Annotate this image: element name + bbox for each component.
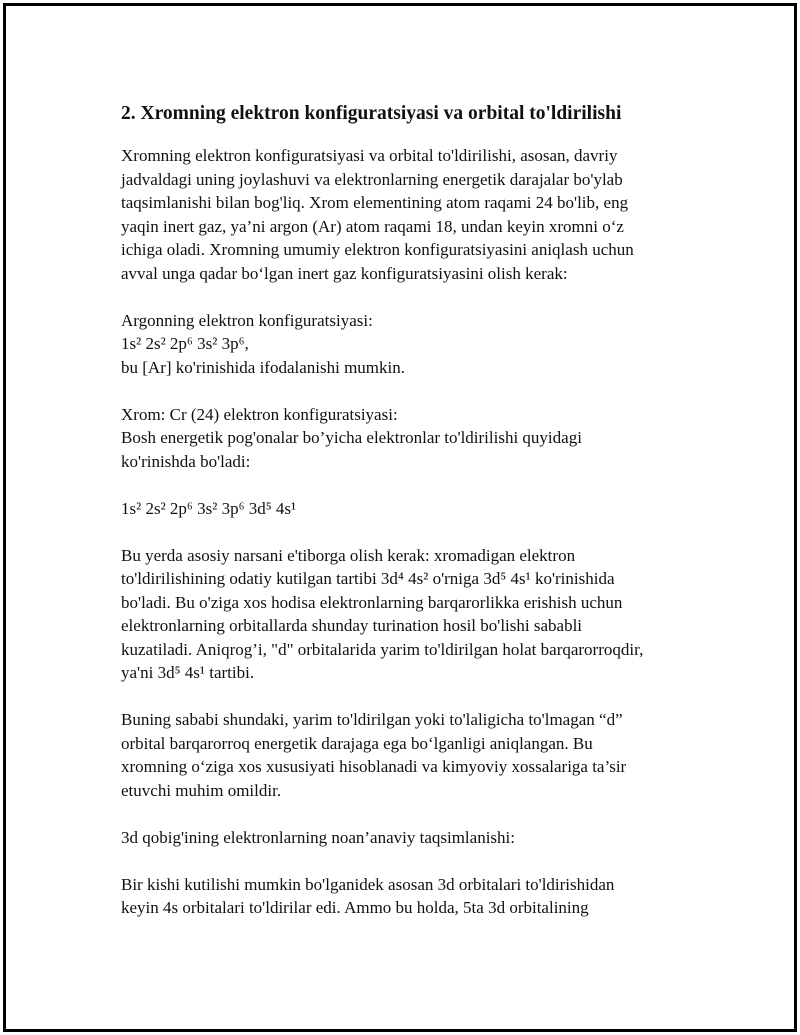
paragraph-line: ya'ni 3d⁵ 4s¹ tartibi. (121, 663, 255, 682)
page-frame (3, 3, 797, 1032)
chromium-formula: 1s² 2s² 2p⁶ 3s² 3p⁶ 3d⁵ 4s¹ (121, 498, 297, 518)
paragraph-spacer (121, 849, 706, 873)
paragraph-spacer (121, 473, 706, 497)
paragraph-spacer (121, 520, 706, 544)
exception-paragraph (121, 544, 706, 685)
paragraph-spacer (121, 802, 706, 826)
paragraph-line: taqsimlanishi bilan bog'liq. Xrom elementining atom raqami 24 bo'lib, eng (121, 193, 629, 212)
paragraph-line: Bir kishi kutilishi mumkin bo'lganidek asosan 3d orbitalari to'ldirishidan (121, 874, 615, 894)
paragraph-line: bu [Ar] ko'rinishida ifodalanishi mumkin. (121, 357, 405, 377)
paragraph-spacer (121, 379, 706, 403)
paragraph-line: bo'ladi. Bu o'ziga xos hodisa elektronlarning barqarorlikka erishish uchun (121, 592, 623, 612)
paragraph-line: ko'rinishda bo'ladi: (121, 451, 251, 471)
paragraph-line: avval unga qadar bo‘lgan inert gaz konfiguratsiyasini olish kerak: (121, 263, 568, 283)
paragraph-line: jadvaldagi uning joylashuvi va elektronlarning energetik darajalar bo'ylab (121, 169, 623, 189)
reason-paragraph (121, 708, 706, 802)
document-body (121, 102, 706, 920)
paragraph-line: yaqin inert gaz, ya’ni argon (Ar) atom raqami 18, undan keyin xromni o‘z (121, 216, 624, 236)
argon-configuration-paragraph (121, 309, 706, 380)
paragraph-line: elektronlarning orbitallarda shunday turination hosil bo'lishi sababli (121, 616, 583, 635)
paragraph-line: Xrom: Cr (24) elektron konfiguratsiyasi: (121, 404, 398, 424)
intro-paragraph (121, 144, 706, 285)
paragraph-line: etuvchi muhim omildir. (121, 780, 282, 800)
document-title: 2. Xromning elektron konfiguratsiyasi va orbital to'ldirilishi (121, 103, 622, 124)
paragraph-line: orbital barqarorroq energetik darajaga ega bo‘lganligi aniqlangan. Bu (121, 733, 593, 753)
chromium-configuration-paragraph (121, 403, 706, 474)
paragraph-line: Buning sababi shundaki, yarim to'ldirilgan yoki to'laligicha to'lmagan “d” (121, 710, 623, 729)
section-subheading: 3d qobig'ining elektronlarning noan’anaviy taqsimlanishi: (121, 827, 515, 847)
paragraph-line: Xromning elektron konfiguratsiyasi va orbital to'ldirilishi, asosan, davriy (121, 146, 618, 165)
paragraph-line: kuzatiladi. Aniqrog’i, "d" orbitalarida yarim to'ldirilgan holat barqarorroqdir, (121, 639, 644, 659)
paragraph-line: Argonning elektron konfiguratsiyasi: (121, 310, 373, 330)
paragraph-spacer (121, 285, 706, 309)
paragraph-spacer (121, 685, 706, 709)
final-paragraph (121, 873, 706, 920)
paragraph-line: Bosh energetik pog'onalar bo’yicha elektronlar to'ldirilishi quyidagi (121, 428, 582, 447)
paragraph-line: to'ldirilishining odatiy kutilgan tartibi 3d⁴ 4s² o'rniga 3d⁵ 4s¹ ko'rinishida (121, 569, 615, 588)
argon-formula: 1s² 2s² 2p⁶ 3s² 3p⁶, (121, 334, 249, 353)
paragraph-line: xromning o‘ziga xos xususiyati hisoblanadi va kimyoviy xossalariga ta’sir (121, 757, 627, 776)
paragraph-line: keyin 4s orbitalari to'ldirilar edi. Ammo bu holda, 5ta 3d orbitalining (121, 898, 589, 917)
paragraph-line: Bu yerda asosiy narsani e'tiborga olish kerak: xromadigan elektron (121, 545, 576, 565)
paragraph-line: ichiga oladi. Xromning umumiy elektron konfiguratsiyasini aniqlash uchun (121, 240, 634, 259)
